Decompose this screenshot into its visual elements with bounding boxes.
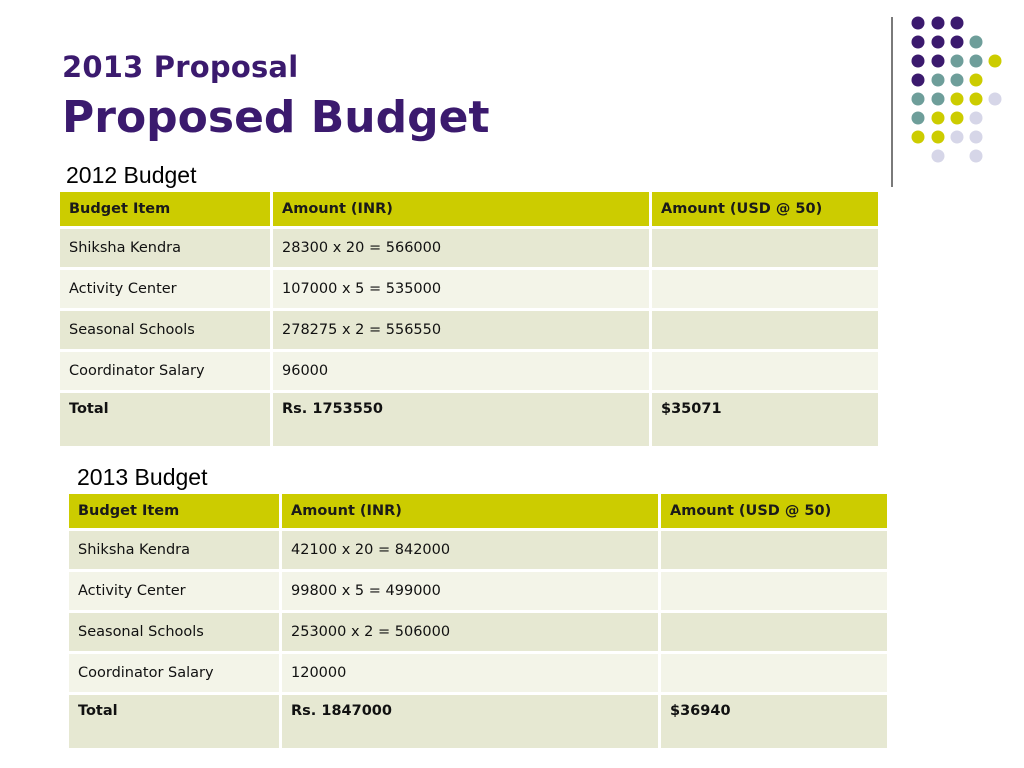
table-row [69,613,887,651]
table-row [60,229,878,267]
cell-usd: $35071 [652,393,878,446]
dot [932,131,945,144]
budget-2013-label: 2013 Budget [77,464,208,490]
cell-inr: 120000 [282,654,658,692]
dot [912,74,925,87]
dot [932,36,945,49]
dot [970,150,983,163]
cell-item: Seasonal Schools [60,311,270,349]
dot [951,112,964,125]
header-amount-usd: Amount (USD @ 50) [652,192,878,226]
table-header-row [60,192,878,226]
table-row [69,572,887,610]
dot [912,36,925,49]
dot [912,131,925,144]
cell-usd [661,531,887,569]
cell-inr: 278275 x 2 = 556550 [273,311,649,349]
header-amount-inr: Amount (INR) [273,192,649,226]
table-row [69,531,887,569]
table-row [60,352,878,390]
header-amount-usd: Amount (USD @ 50) [661,494,887,528]
dot [951,131,964,144]
table-row [69,654,887,692]
budget-2012-table [57,189,881,449]
cell-usd [661,613,887,651]
dot [932,112,945,125]
cell-item: Coordinator Salary [60,352,270,390]
dot [951,17,964,30]
dot [970,55,983,68]
decorative-dot-grid [0,0,1024,170]
cell-usd [652,352,878,390]
dot [951,74,964,87]
slide-title: Proposed Budget [62,92,490,143]
dot [951,36,964,49]
dot [932,93,945,106]
divider-line [891,17,893,187]
budget-2012-label: 2012 Budget [66,162,197,188]
cell-usd [652,270,878,308]
dot [932,55,945,68]
cell-item: Coordinator Salary [69,654,279,692]
table-row [60,311,878,349]
budget-2013-table [66,491,890,751]
dot [970,131,983,144]
cell-usd [652,311,878,349]
dot [970,112,983,125]
dot [970,36,983,49]
slide-subtitle: 2013 Proposal [62,50,299,84]
dot [932,74,945,87]
cell-usd: $36940 [661,695,887,748]
table-row [60,270,878,308]
cell-item: Activity Center [69,572,279,610]
header-budget-item: Budget Item [60,192,270,226]
dot [989,55,1002,68]
dot [932,17,945,30]
table-total-row [60,393,878,446]
dot [970,74,983,87]
cell-usd [661,572,887,610]
cell-item: Seasonal Schools [69,613,279,651]
header-budget-item: Budget Item [69,494,279,528]
dot [912,55,925,68]
table-total-row [69,695,887,748]
cell-inr: 28300 x 20 = 566000 [273,229,649,267]
cell-inr: 107000 x 5 = 535000 [273,270,649,308]
cell-usd [661,654,887,692]
cell-inr: 96000 [273,352,649,390]
cell-inr: Rs. 1753550 [273,393,649,446]
cell-inr: 99800 x 5 = 499000 [282,572,658,610]
dot [912,112,925,125]
cell-inr: 253000 x 2 = 506000 [282,613,658,651]
cell-item: Shiksha Kendra [60,229,270,267]
table-header-row [69,494,887,528]
dot [912,93,925,106]
cell-inr: Rs. 1847000 [282,695,658,748]
cell-item: Activity Center [60,270,270,308]
header-amount-inr: Amount (INR) [282,494,658,528]
cell-inr: 42100 x 20 = 842000 [282,531,658,569]
cell-item: Total [60,393,270,446]
cell-usd [652,229,878,267]
cell-item: Total [69,695,279,748]
dot [951,55,964,68]
dot [989,93,1002,106]
cell-item: Shiksha Kendra [69,531,279,569]
dot [912,17,925,30]
dot [970,93,983,106]
dot [951,93,964,106]
dot [932,150,945,163]
